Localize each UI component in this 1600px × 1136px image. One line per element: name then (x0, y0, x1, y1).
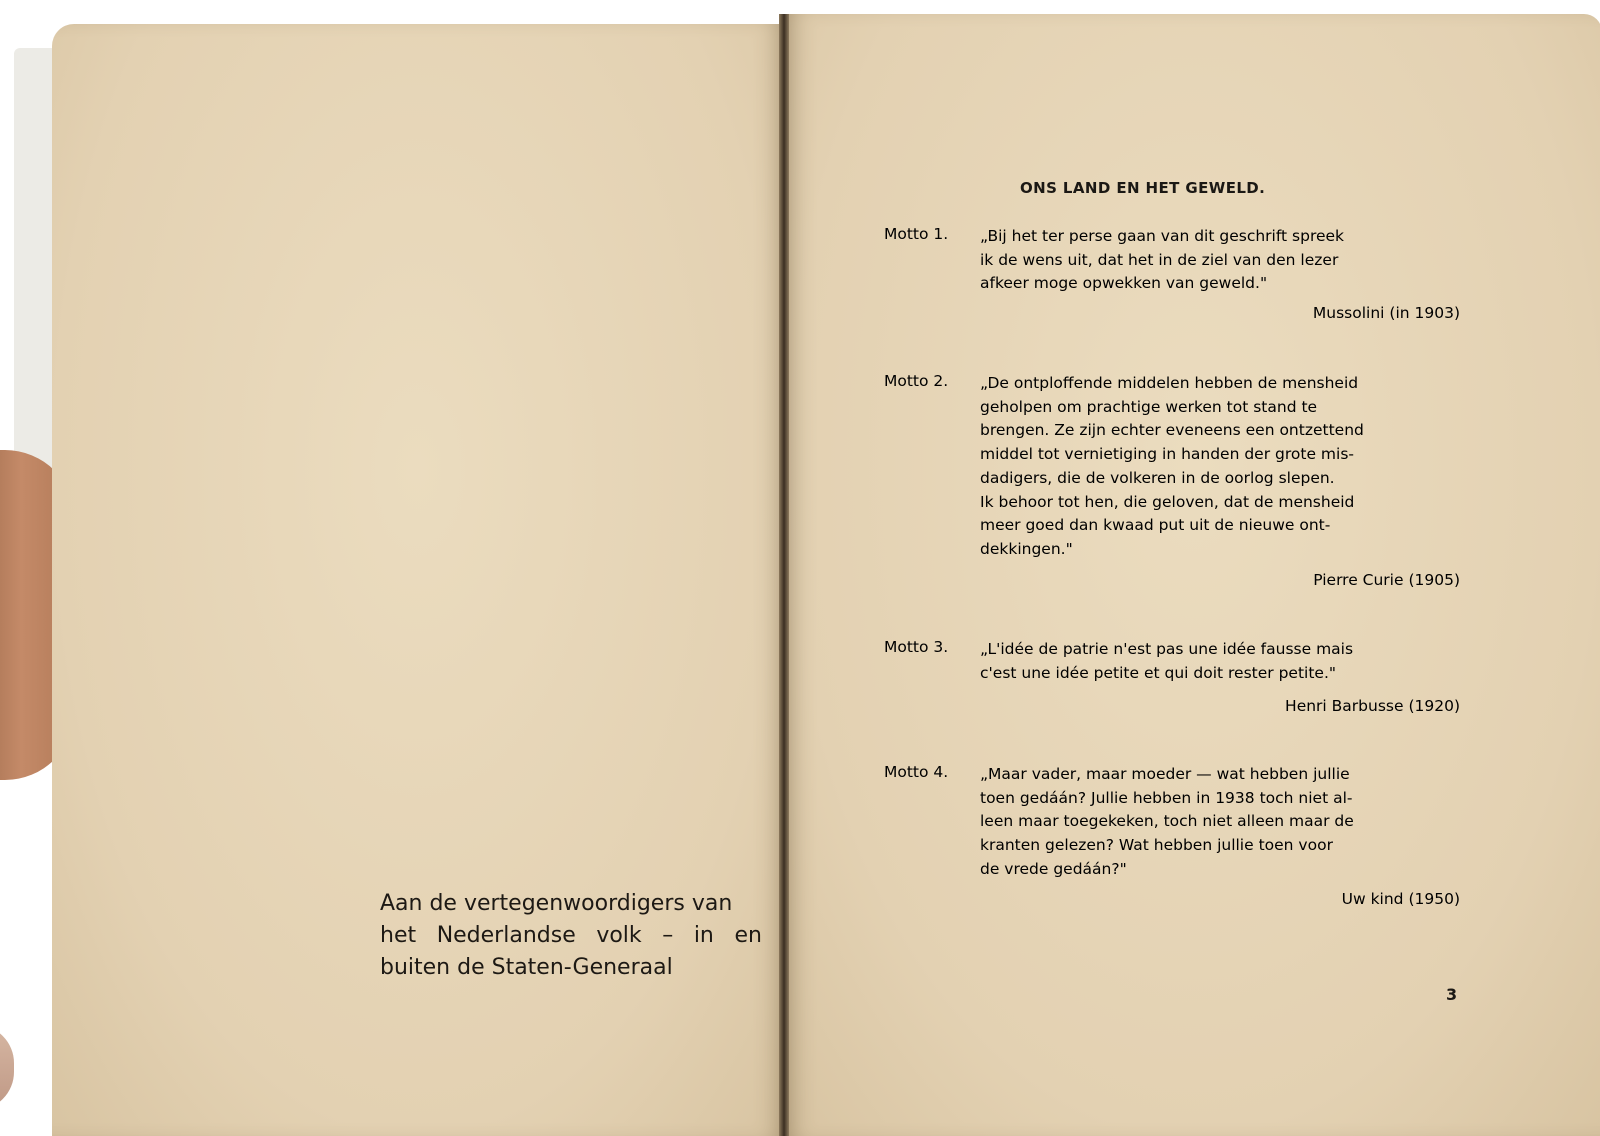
motto-4-quote (980, 763, 1460, 882)
motto-3-quote (980, 638, 1460, 685)
motto-4-label: Motto 4. (884, 763, 949, 781)
thumbnail-nail (0, 1025, 14, 1110)
quote-line: „Bij het ter perse gaan van dit geschrift spreek (980, 227, 1345, 245)
quote-line: middel tot vernietiging in handen der grote mis- (980, 445, 1354, 464)
motto-1-attribution: Mussolini (in 1903) (1312, 304, 1460, 322)
dedication-line-1-text: Aan de vertegenwoordigers van (380, 891, 733, 916)
quote-line: „Maar vader, maar moeder — wat hebben jullie (980, 765, 1350, 783)
motto-3-label: Motto 3. (884, 638, 949, 656)
quote-line: brengen. Ze zijn echter eveneens een ontzettend (980, 421, 1364, 440)
dedication-line-3 (380, 952, 762, 984)
quote-line: „De ontploffende middelen hebben de mensheid (980, 374, 1359, 392)
quote-line: kranten gelezen? Wat hebben jullie toen voor (980, 836, 1333, 855)
quote-line: c'est une idée petite et qui doit rester petite." (980, 663, 1337, 682)
quote-line: toen gedáán? Jullie hebben in 1938 toch niet al- (980, 788, 1353, 807)
quote-line: geholpen om prachtige werken tot stand te (980, 397, 1318, 416)
motto-1-quote (980, 225, 1460, 296)
dedication-word: Nederlandse (436, 923, 576, 948)
dedication-word: het (380, 923, 417, 948)
quote-line: afkeer moge opwekken van geweld." (980, 274, 1268, 293)
quote-line: leen maar toegekeken, toch niet alleen maar de (980, 812, 1354, 831)
dedication-word: volk (596, 923, 642, 948)
dedication-word: in (693, 923, 714, 948)
book-gutter (779, 14, 789, 1136)
quote-line: dekkingen." (980, 539, 1073, 558)
quote-line: „L'idée de patrie n'est pas une idée fausse mais (980, 640, 1354, 658)
motto-3-attribution: Henri Barbusse (1920) (1285, 697, 1460, 715)
motto-2-quote (980, 372, 1460, 562)
quote-line: dadigers, die de volkeren in de oorlog slepen. (980, 468, 1335, 487)
quote-line: Ik behoor tot hen, die geloven, dat de mensheid (980, 492, 1355, 511)
dedication-line-2 (380, 920, 762, 952)
page-heading: ONS LAND EN HET GEWELD. (1020, 179, 1266, 197)
motto-2-label: Motto 2. (884, 372, 949, 390)
motto-4-attribution: Uw kind (1950) (1341, 890, 1460, 908)
motto-1-label: Motto 1. (884, 225, 949, 243)
dedication (380, 888, 762, 984)
dedication-word: – (662, 923, 674, 948)
quote-line: de vrede gedáán?" (980, 859, 1127, 878)
quote-line: meer goed dan kwaad put uit de nieuwe ont- (980, 516, 1331, 535)
quote-line: ik de wens uit, dat het in de ziel van den lezer (980, 250, 1339, 269)
dedication-line-1 (380, 888, 762, 920)
dedication-line-3-text: buiten de Staten-Generaal (380, 955, 673, 980)
motto-2-attribution: Pierre Curie (1905) (1313, 571, 1460, 589)
page-number: 3 (1446, 985, 1458, 1004)
dedication-word: en (734, 923, 762, 948)
